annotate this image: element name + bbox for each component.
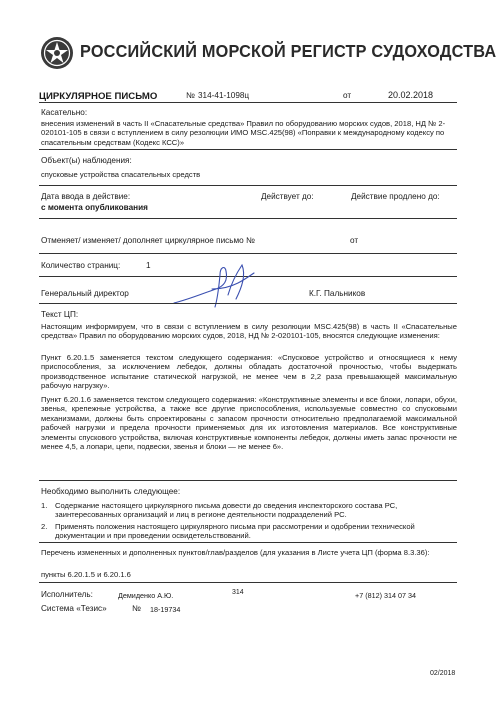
body-label: Текст ЦП:: [41, 310, 79, 319]
pages-value: 1: [146, 261, 151, 270]
director-label: Генеральный директор: [41, 289, 129, 298]
divider: [39, 218, 457, 219]
objects-text: спусковые устройства спасательных средств: [41, 170, 201, 179]
executor-label: Исполнитель:: [41, 590, 93, 599]
entry-date-label: Дата ввода в действие:: [41, 192, 131, 201]
org-logo: [40, 36, 74, 70]
changed-items-value: пункты 6.20.1.5 и 6.20.1.6: [41, 570, 131, 579]
executor-dept: 314: [232, 589, 244, 596]
letter-number: 314-41-1098ц: [198, 91, 250, 100]
extended-label: Действие продлено до:: [351, 192, 440, 201]
regarding-label: Касательно:: [41, 108, 88, 117]
regarding-text: внесения изменений в часть II «Спасательные средства» Правил по оборудованию морских судов, 2018, НД № 2-020101-105 в связи с вступлением в силу резолюции ИМО MSC.425(98) «Поправки к международному кодексу по спасательным средствам (Кодекс КСС)»: [41, 119, 446, 147]
objects-label: Объект(ы) наблюдения:: [41, 156, 132, 165]
letter-from-label: от: [343, 91, 352, 100]
actions-list: [41, 501, 457, 541]
director-signature: [168, 259, 268, 313]
letter-date: 20.02.2018: [388, 90, 434, 100]
divider: [39, 582, 457, 583]
cancels-label: Отменяет/ изменяет/ дополняет циркулярное письмо №: [41, 236, 255, 245]
valid-until-label: Действует до:: [261, 192, 314, 201]
letter-number-label: №: [186, 91, 195, 100]
divider: [39, 149, 457, 150]
divider: [39, 480, 457, 481]
entry-date-value: с момента опубликования: [41, 203, 148, 212]
executor-name: Демиденко А.Ю.: [118, 591, 174, 600]
changed-items-label: Перечень измененных и дополненных пунктов/глав/разделов (для указания в Листе учета ЦП (форма 8.3.36):: [41, 548, 430, 557]
actions-label: Необходимо выполнить следующее:: [41, 487, 181, 496]
system-number: 18-19734: [150, 605, 181, 614]
footer-code: 02/2018: [430, 670, 456, 677]
cancels-from-label: от: [350, 236, 359, 245]
list-item-number: 2.: [41, 521, 48, 531]
executor-phone: +7 (812) 314 07 34: [355, 591, 416, 600]
body-para-1: Пункт 6.20.1.5 заменяется текстом следующего содержания: «Спусковое устройство и относящиеся к нему приспособления, за исключением лебедок, должны обладать достаточной прочностью, чтобы выдержать производственное испытание статической нагрузкой, не менее чем в 2,2 раза превышающей максимальную рабочую нагрузку».: [41, 353, 457, 391]
divider: [39, 185, 457, 186]
body-para-2: Пункт 6.20.1.6 заменяется текстом следующего содержания: «Конструктивные элементы и все блоки, лопари, обухи, звенья, крепежные устройства, а также все другие приспособления, используемые совместно со спусковыми механизмами, должны быть спроектированы с запасом прочности относительно предполагаемой максимальной рабочей нагрузки и предела прочности применяемых для их изготовления материалов. Все конструктивные элементы спускового устройства, включая конструктивные компоненты лебедок, должны иметь запас прочности не менее 4,5, а лопари, цепи, подвески, звенья и блоки — не менее 6».: [41, 395, 457, 452]
list-item: [41, 501, 457, 520]
divider: [39, 542, 457, 543]
divider: [39, 303, 457, 304]
list-item: [41, 522, 457, 541]
system-label: Система «Тезис»: [41, 604, 107, 613]
letter-title: ЦИРКУЛЯРНОЕ ПИСЬМО: [39, 91, 158, 102]
pages-label: Количество страниц:: [41, 261, 121, 270]
director-name: К.Г. Пальников: [309, 289, 366, 298]
body-intro: Настоящим информируем, что в связи с вступлением в силу резолюции MSC.425(98) в часть II «Спасательные средства» Правил по оборудованию морских судов, 2018, НД № 2-020101-105, вносятся следующие изменения:: [41, 322, 457, 341]
list-item-number: 1.: [41, 501, 48, 510]
divider: [39, 253, 457, 254]
list-item-text: Применять положения настоящего циркулярного письма при рассмотрении и одобрении технической документации и при проведении освидетельствований.: [55, 521, 415, 541]
org-name: РОССИЙСКИЙ МОРСКОЙ РЕГИСТР СУДОХОДСТВА: [80, 41, 496, 61]
divider: [39, 102, 457, 103]
list-item-text: Содержание настоящего циркулярного письма довести до сведения инспекторского состава РС, заинтересованных организаций и лиц в регионе деятельности подразделений РС.: [55, 501, 398, 520]
rs-emblem-icon: [40, 36, 74, 70]
system-number-label: №: [132, 604, 141, 613]
